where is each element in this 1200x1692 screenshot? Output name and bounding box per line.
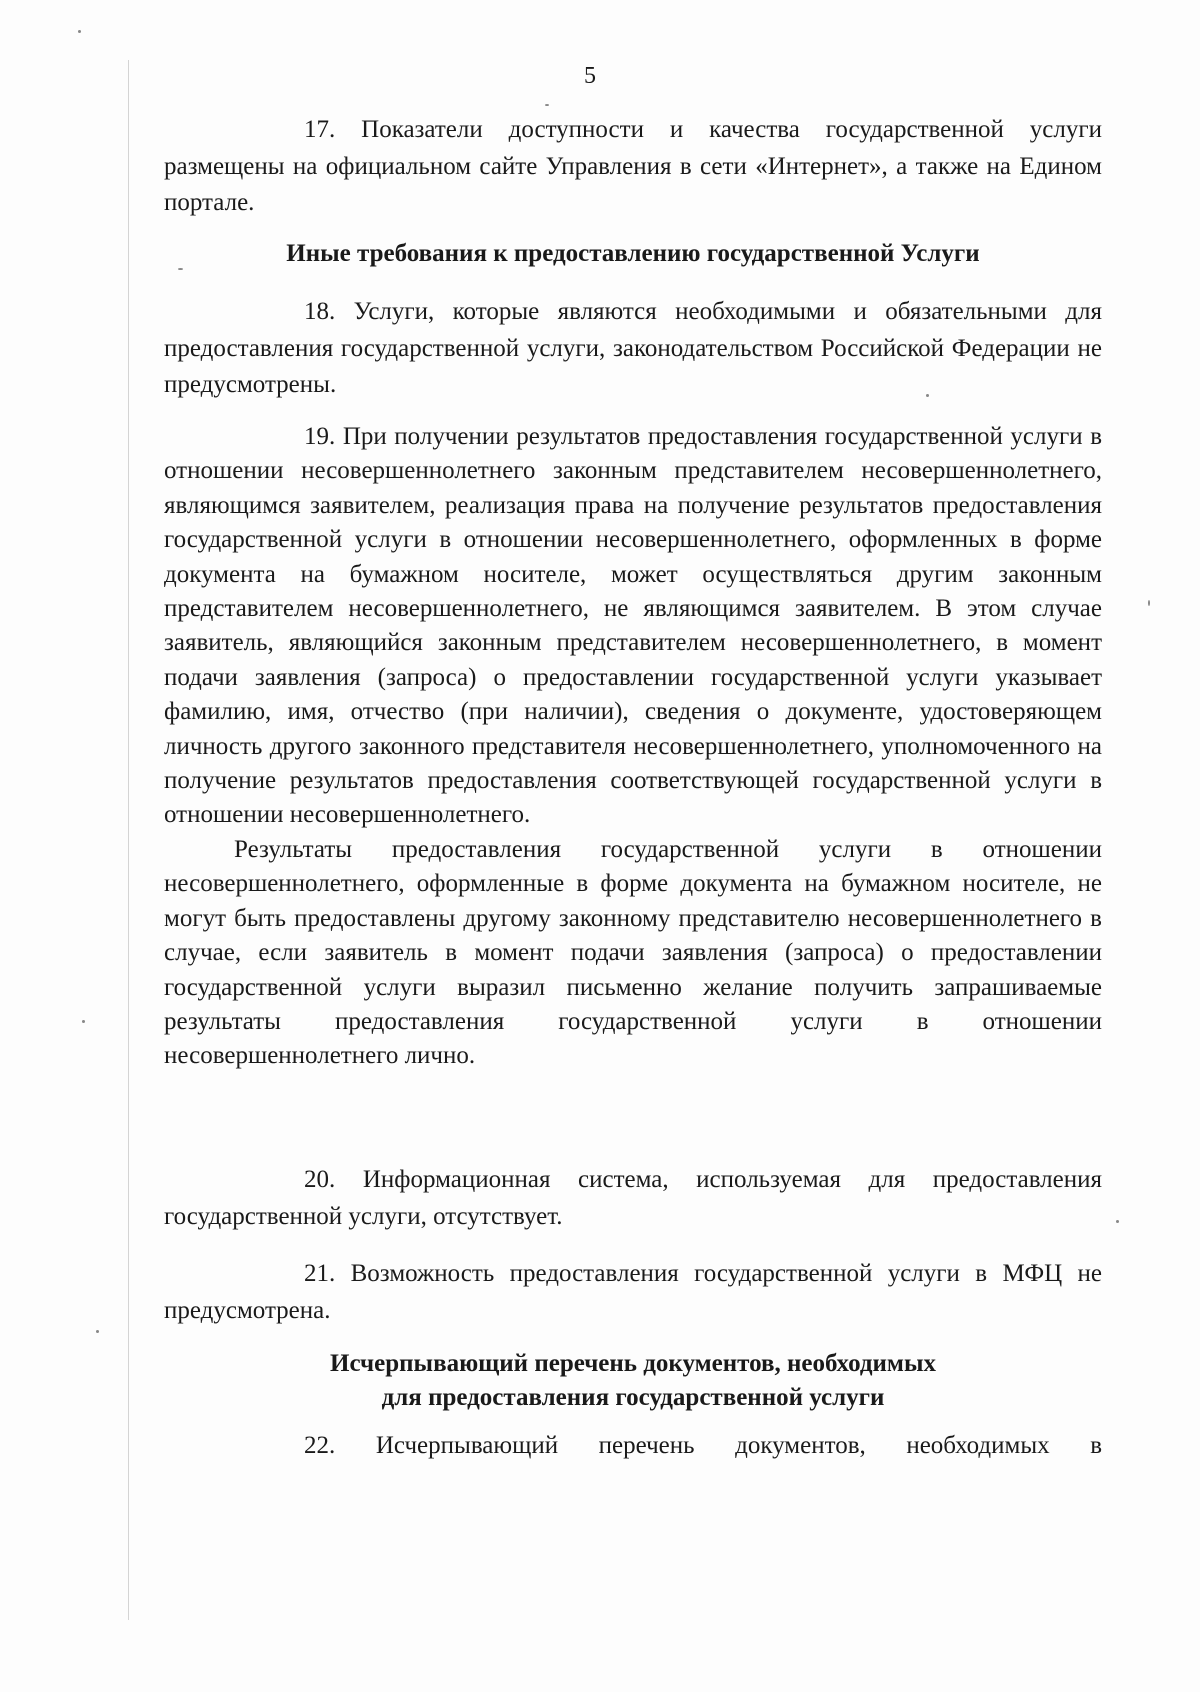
scan-speck (178, 268, 183, 270)
paragraph-text: Информационная система, используемая для предоставления государственной услуги, отсутствует. (164, 1166, 1102, 1230)
paragraph-19 (164, 420, 1102, 1074)
paragraph-number: 20. (304, 1166, 336, 1193)
scan-speck (926, 394, 929, 397)
scan-speck (1148, 600, 1150, 606)
scan-speck (96, 1330, 99, 1333)
paragraph-19-continuation: Результаты предоставления государственной услуги в отношении несовершеннолетнего, оформленные в форме документа на бумажном носителе, не могут быть предоставлены другому законному представителю несовершеннолетнего в случае, если заявитель в момент подачи заявления (запроса) о предоставлении государственной услуги выразил письменно желание получить запрашиваемые результаты предоставления государственной услуги в отношении несовершеннолетнего лично. (164, 835, 1102, 1070)
scan-speck (545, 104, 549, 106)
scan-speck (82, 1020, 85, 1023)
paragraph-number: 18. (304, 298, 336, 325)
scan-speck (1116, 1220, 1119, 1223)
paragraph-text: При получении результатов предоставления государственной услуги в отношении несовершеннолетнего законным представителем несовершеннолетнего, являющимся заявителем, реализация права на получение результатов предоставления государственной услуги в отношении несовершеннолетнего, оформленных в форме документа на бумажном носителе, может осуществляться другим законным представителем несовершеннолетнего, не являющимся заявителем. В этом случае заявитель, являющийся законным представителем несовершеннолетнего, в момент подачи заявления (запроса) о предоставлении государственной услуги указывает фамилию, имя, отчество (при наличии), сведения о документе, удостоверяющем личность другого законного представителя несовершеннолетнего, уполномоченного на получение результатов предоставления соответствующей государственной услуги в отношении несовершеннолетнего. (164, 423, 1102, 829)
section-heading-other-requirements: Иные требования к предоставлению государственной Услуги (286, 240, 980, 267)
page-number: 5 (584, 63, 596, 89)
paragraph-text: Возможность предоставления государственной услуги в МФЦ не предусмотрена. (164, 1260, 1103, 1324)
scan-margin-line (128, 60, 129, 1620)
paragraph-text: Показатели доступности и качества государственной услуги размещены на официальном сайте Управления в сети «Интернет», а также на Едином портале. (164, 116, 1102, 216)
paragraph-number: 21. (304, 1260, 336, 1287)
paragraph-20 (164, 1162, 1102, 1235)
section-heading-documents-line-1: Исчерпывающий перечень документов, необходимых (330, 1350, 936, 1377)
paragraph-17 (164, 112, 1102, 222)
paragraph-number: 22. (304, 1432, 336, 1459)
paragraph-number: 17. (304, 116, 336, 143)
paragraph-22 (164, 1428, 1102, 1465)
paragraph-21 (164, 1256, 1102, 1329)
scan-speck (78, 30, 81, 33)
paragraph-text: Услуги, которые являются необходимыми и обязательными для предоставления государственной услуги, законодательством Российской Федерации не предусмотрены. (164, 298, 1103, 398)
paragraph-18 (164, 294, 1102, 404)
paragraph-number: 19. (304, 423, 336, 450)
paragraph-text: Исчерпывающий перечень документов, необходимых в (375, 1432, 1102, 1459)
section-heading-documents-line-2: для предоставления государственной услуги (381, 1384, 885, 1411)
